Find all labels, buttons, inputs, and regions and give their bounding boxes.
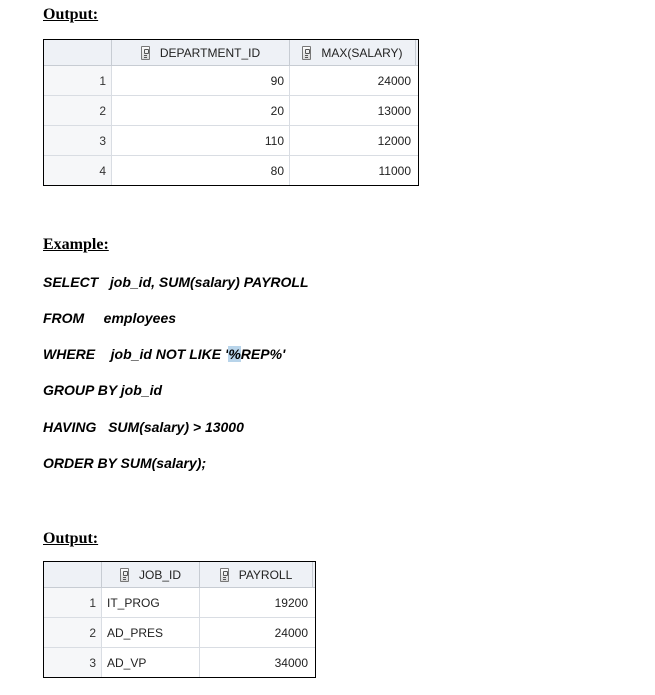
sql-line-group-by: GROUP BY job_id [43,382,163,398]
column-header-department-id[interactable] [112,40,290,65]
cell-department-id[interactable]: 20 [112,96,290,125]
cell-payroll[interactable]: 19200 [274,595,308,610]
cell-job-id[interactable]: AD_PRES [102,618,200,647]
cell-payroll[interactable]: 24000 [274,625,308,640]
table-row[interactable] [44,96,418,126]
column-header-label: DEPARTMENT_ID [159,45,261,60]
row-number: 3 [44,648,102,677]
output-heading-2: Output: [43,530,99,547]
column-header-label: JOB_ID [138,567,181,582]
table-row[interactable] [44,156,418,185]
sql-line-select: SELECT job_id, SUM(salary) PAYROLL [43,274,309,290]
sql-where-tail: REP%' [240,346,286,362]
cell-max-salary[interactable]: 12000 [377,133,411,148]
cell-job-id[interactable]: IT_PROG [102,588,200,617]
cell-max-salary[interactable]: 11000 [378,163,411,178]
row-number: 1 [44,66,112,95]
row-number: 1 [44,588,102,617]
cell-department-id[interactable]: 80 [112,156,290,185]
row-number: 2 [44,618,102,647]
cell-payroll[interactable]: 34000 [274,655,308,670]
grid-corner-cell [44,40,112,65]
row-number: 3 [44,126,112,155]
column-header-payroll[interactable] [200,562,313,587]
cell-job-id[interactable]: AD_VP [102,648,200,677]
column-header-label: MAX(SALARY) [321,45,403,60]
output-heading-1: Output: [43,6,99,23]
table-row[interactable] [44,648,315,677]
sql-where-text: WHERE job_id NOT LIKE ' [43,346,229,362]
grid-corner-cell [44,562,102,587]
sql-line-from: FROM employees [43,310,177,326]
table-row[interactable] [44,588,315,618]
row-number: 4 [44,156,112,185]
sql-line-where [43,345,285,363]
table-row[interactable] [44,618,315,648]
sql-highlight: % [228,346,241,362]
sort-az-icon[interactable] [141,46,150,60]
result-grid-payroll [43,561,316,678]
grid-header [44,40,418,66]
sql-line-order-by: ORDER BY SUM(salary); [43,455,207,471]
table-row[interactable] [44,126,418,156]
sql-line-having: HAVING SUM(salary) > 13000 [43,419,244,435]
table-row[interactable] [44,66,418,96]
sort-az-icon[interactable] [220,568,229,582]
sort-az-icon[interactable] [120,568,129,582]
row-number: 2 [44,96,112,125]
cell-max-salary[interactable]: 13000 [377,103,411,118]
column-header-max-salary[interactable] [290,40,416,65]
cell-department-id[interactable]: 110 [112,126,290,155]
sort-az-icon[interactable] [302,46,311,60]
grid-header [44,562,315,588]
column-header-job-id[interactable] [102,562,200,587]
column-header-label: PAYROLL [238,567,293,582]
example-heading: Example: [43,236,109,253]
cell-max-salary[interactable]: 24000 [377,73,411,88]
cell-department-id[interactable]: 90 [112,66,290,95]
result-grid-departments [43,39,419,186]
